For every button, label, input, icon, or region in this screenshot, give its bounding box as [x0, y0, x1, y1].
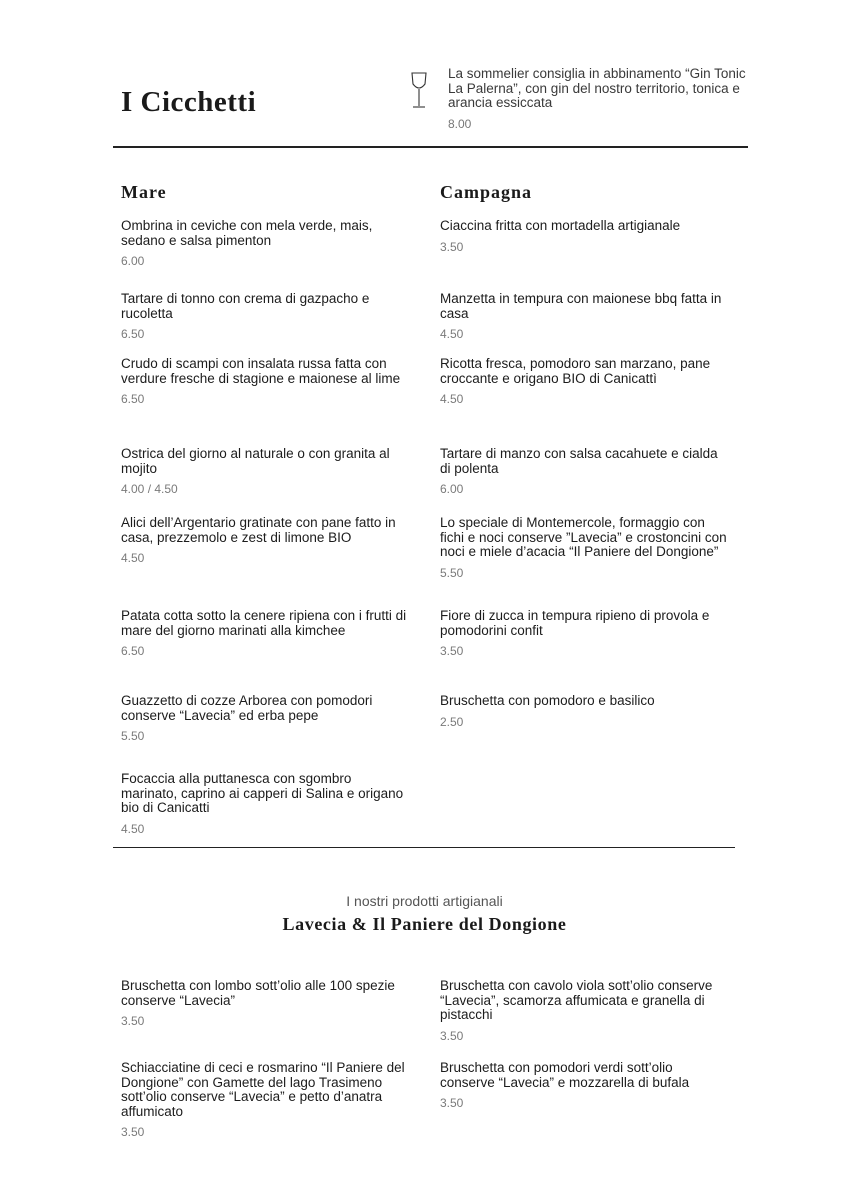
- menu-item: [121, 516, 411, 565]
- menu-item: [440, 609, 730, 658]
- menu-item: [440, 979, 730, 1043]
- item-price: 4.50: [440, 327, 464, 341]
- item-name: Patata cotta sotto la cenere ripiena con i frutti di mare del giorno marinati alla kimchee: [121, 608, 407, 638]
- item-name: Schiacciatine di ceci e rosmarino “Il Paniere del Dongione” con Gamette del lago Trasimeno sott’olio conserve “Lavecia” e petto d’anatra affumicato: [121, 1060, 405, 1119]
- menu-item: [440, 1061, 730, 1110]
- item-name: Ombrina in ceviche con mela verde, mais, sedano e salsa pimenton: [121, 218, 373, 248]
- item-price: 4.50: [121, 551, 145, 565]
- item-price: 4.50: [440, 392, 464, 406]
- item-price: 6.00: [121, 254, 145, 268]
- menu-item: [121, 1061, 411, 1139]
- item-price: 6.50: [121, 327, 145, 341]
- item-price: 6.50: [121, 392, 145, 406]
- item-name: Bruschetta con cavolo viola sott’olio conserve “Lavecia”, scamorza affumicata e granella di pistacchi: [440, 978, 713, 1022]
- header-divider: [113, 146, 748, 148]
- section-divider: [113, 847, 735, 848]
- menu-item: [440, 447, 730, 496]
- sommelier-price: 8.00: [448, 117, 472, 131]
- item-price: 3.50: [440, 1096, 464, 1110]
- item-name: Bruschetta con lombo sott’olio alle 100 spezie conserve “Lavecia”: [121, 978, 395, 1008]
- menu-item: [440, 219, 730, 254]
- item-name: Lo speciale di Montemercole, formaggio con fichi e noci conserve ”Lavecia” e crostoncini con noci e miele d’acacia “Il Paniere del Dongione”: [440, 515, 727, 559]
- item-name: Manzetta in tempura con maionese bbq fatta in casa: [440, 291, 722, 321]
- menu-item: [121, 219, 411, 268]
- item-price: 6.00: [440, 482, 464, 496]
- item-name: Tartare di tonno con crema di gazpacho e rucoletta: [121, 291, 370, 321]
- section-heading-campagna: Campagna: [440, 182, 533, 202]
- item-name: Ciaccina fritta con mortadella artigianale: [440, 218, 681, 233]
- item-price: 3.50: [440, 1028, 464, 1043]
- item-price: 3.50: [121, 1125, 145, 1139]
- menu-item: [440, 292, 730, 341]
- item-name: Ostrica del giorno al naturale o con granita al mojito: [121, 446, 390, 476]
- item-name: Focaccia alla puttanesca con sgombro marinato, caprino ai capperi di Salina e origano bio di Canicatti: [121, 771, 404, 815]
- menu-item: [121, 772, 411, 836]
- menu-item: [121, 694, 411, 743]
- item-price: 3.50: [440, 239, 464, 254]
- item-price: 2.50: [440, 714, 464, 729]
- sommelier-recommendation: La sommelier consiglia in abbinamento “Gin Tonic La Palerna”, con gin del nostro territorio, tonica e arancia essiccata: [448, 66, 746, 110]
- item-name: Bruschetta con pomodoro e basilico: [440, 693, 655, 708]
- section-subtitle: I nostri prodotti artigianali: [346, 893, 503, 909]
- menu-item: [121, 357, 411, 406]
- section-heading-mare: Mare: [121, 182, 167, 202]
- item-price: 3.50: [121, 1014, 145, 1028]
- item-name: Ricotta fresca, pomodoro san marzano, pane croccante e origano BIO di Canicattì: [440, 356, 711, 386]
- wine-glass-icon: [410, 72, 428, 110]
- menu-item: [440, 357, 730, 406]
- item-price: 4.00 / 4.50: [121, 482, 178, 496]
- section-title: Lavecia & Il Paniere del Dongione: [282, 914, 567, 934]
- item-name: Crudo di scampi con insalata russa fatta con verdure fresche di stagione e maionese al lime: [121, 356, 401, 386]
- item-price: 5.50: [440, 565, 464, 580]
- item-name: Fiore di zucca in tempura ripieno di provola e pomodorini confit: [440, 608, 710, 638]
- item-name: Tartare di manzo con salsa cacahuete e cialda di polenta: [440, 446, 718, 476]
- item-price: 6.50: [121, 644, 145, 658]
- item-price: 5.50: [121, 729, 145, 743]
- menu-item: [121, 609, 411, 658]
- page-title: I Cicchetti: [121, 86, 257, 118]
- menu-item: [121, 292, 411, 341]
- menu-item: [440, 694, 730, 729]
- menu-item: [440, 516, 730, 580]
- menu-item: [121, 447, 411, 496]
- item-name: Guazzetto di cozze Arborea con pomodori conserve “Lavecia” ed erba pepe: [121, 693, 373, 723]
- menu-item: [121, 979, 411, 1028]
- item-name: Bruschetta con pomodori verdi sott’olio conserve “Lavecia” e mozzarella di bufala: [440, 1060, 690, 1090]
- item-price: 3.50: [440, 644, 464, 658]
- item-name: Alici dell’Argentario gratinate con pane fatto in casa, prezzemolo e zest di limone BIO: [121, 515, 396, 545]
- item-price: 4.50: [121, 821, 145, 836]
